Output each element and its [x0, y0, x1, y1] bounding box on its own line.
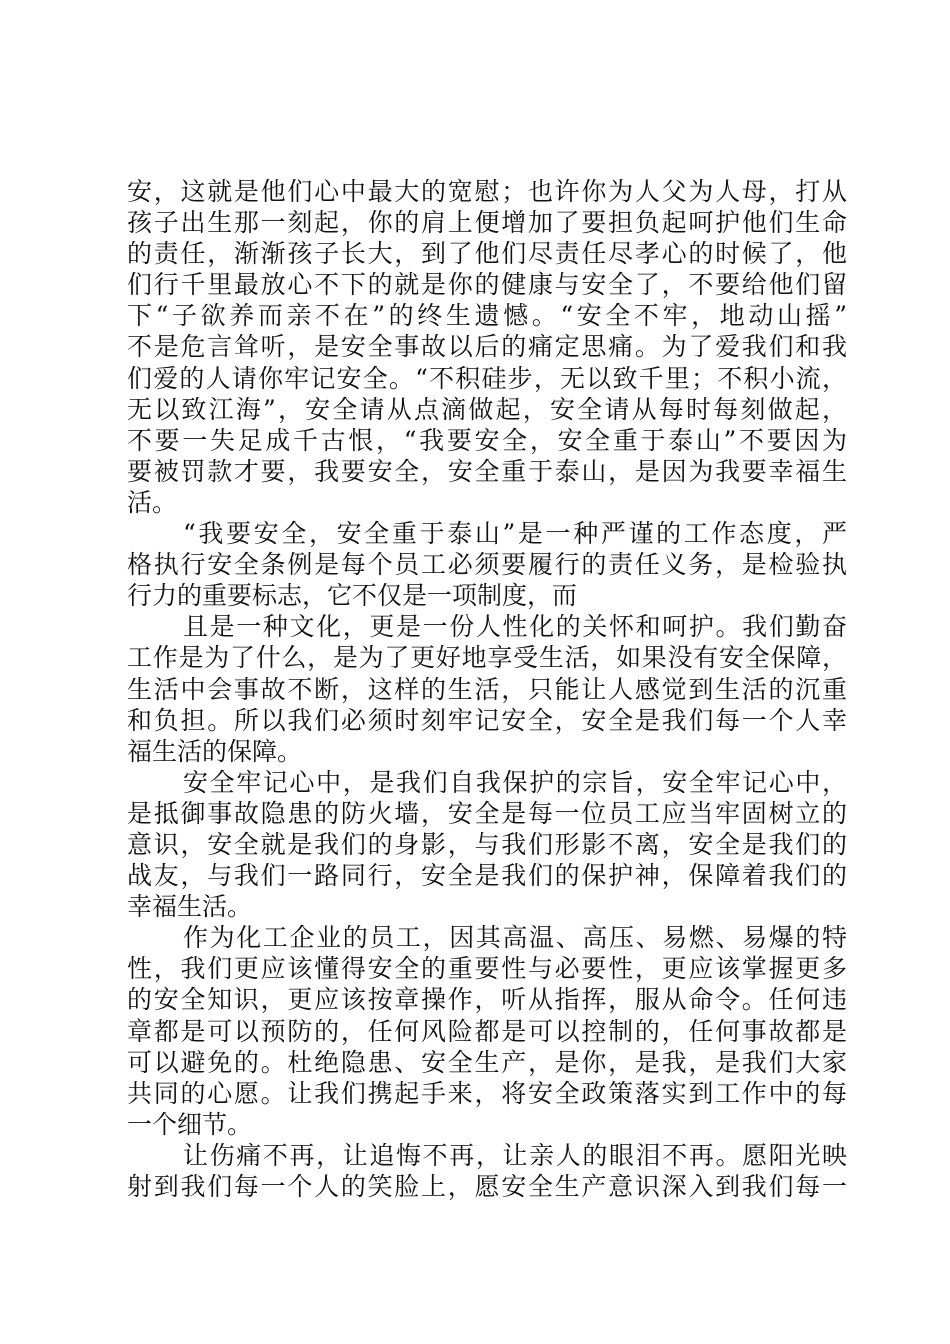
text-line: 和负担。所以我们必须时刻牢记安全，安全是我们每一个人幸: [127, 705, 847, 735]
text-line: 安，这就是他们心中最大的宽慰；也许你为人父为人母，打从: [127, 177, 847, 206]
text-line: 工作是为了什么，是为了更好地享受生活，如果没有安全保障，: [127, 643, 847, 673]
text-line: 要被罚款才要，我要安全，安全重于泰山，是因为我要幸福生: [127, 456, 847, 486]
text-line: 幸福生活。: [127, 892, 253, 922]
text-line: 可以避免的。杜绝隐患、安全生产，是你，是我，是我们大家: [127, 1047, 847, 1077]
text-line: 共同的心愿。让我们携起手来，将安全政策落实到工作中的每: [127, 1078, 847, 1108]
paragraph: [127, 611, 847, 766]
text-line: 战友，与我们一路同行，安全是我们的保护神，保障着我们的: [127, 861, 847, 891]
text-line: 福生活的保障。: [127, 736, 303, 766]
text-line: 不要一失足成千古恨，“我要安全，安全重于泰山”不要因为: [127, 425, 847, 455]
paragraph: [127, 767, 847, 922]
text-line: “我要安全，安全重于泰山”是一种严谨的工作态度，严: [183, 519, 847, 549]
text-line: 章都是可以预防的，任何风险都是可以控制的，任何事故都是: [127, 1016, 847, 1046]
text-line: 们爱的人请你牢记安全。“不积硅步，无以致千里；不积小流，: [127, 363, 847, 393]
paragraph: [127, 176, 847, 518]
text-line: 下“子欲养而亲不在”的终生遗憾。“安全不牢，地动山摇”: [127, 301, 847, 331]
text-line: 性，我们更应该懂得安全的重要性与必要性，更应该掌握更多: [127, 954, 847, 984]
text-line: 格执行安全条例是每个员工必须要履行的责任义务，是检验执: [127, 550, 847, 580]
text-line: 不是危言耸听，是安全事故以后的痛定思痛。为了爱我们和我: [127, 332, 847, 362]
text-line: 且是一种文化，更是一份人性化的关怀和呵护。我们勤奋: [183, 612, 847, 642]
text-line: 们行千里最放心不下的就是你的健康与安全了，不要给他们留: [127, 270, 847, 300]
paragraph: [127, 1140, 847, 1202]
paragraph: [127, 518, 847, 611]
text-line: 孩子出生那一刻起，你的肩上便增加了要担负起呵护他们生命: [127, 208, 847, 238]
text-line: 活。: [127, 487, 178, 517]
text-line: 的安全知识，更应该按章操作，听从指挥，服从命令。任何违: [127, 985, 847, 1015]
body-text: [127, 176, 847, 1202]
text-line: 一个细节。: [127, 1109, 253, 1139]
text-line: 的责任，渐渐孩子长大，到了他们尽责任尽孝心的时候了，他: [127, 239, 847, 269]
text-line: 行力的重要标志，它不仅是一项制度，而: [127, 581, 578, 611]
text-line: 无以致江海”，安全请从点滴做起，安全请从每时每刻做起，: [127, 394, 847, 424]
text-line: 是抵御事故隐患的防火墙，安全是每一位员工应当牢固树立的: [127, 798, 847, 828]
text-line: 安全牢记心中，是我们自我保护的宗旨，安全牢记心中，: [183, 767, 847, 797]
text-line: 让伤痛不再，让追悔不再，让亲人的眼泪不再。愿阳光映: [183, 1140, 847, 1170]
text-line: 意识，安全就是我们的身影，与我们形影不离，安全是我们的: [127, 829, 847, 859]
text-line: 作为化工企业的员工，因其高温、高压、易燃、易爆的特: [183, 923, 847, 953]
paragraph: [127, 922, 847, 1140]
text-line: 射到我们每一个人的笑脸上，愿安全生产意识深入到我们每一: [127, 1172, 847, 1201]
text-line: 生活中会事故不断，这样的生活，只能让人感觉到生活的沉重: [127, 674, 847, 704]
